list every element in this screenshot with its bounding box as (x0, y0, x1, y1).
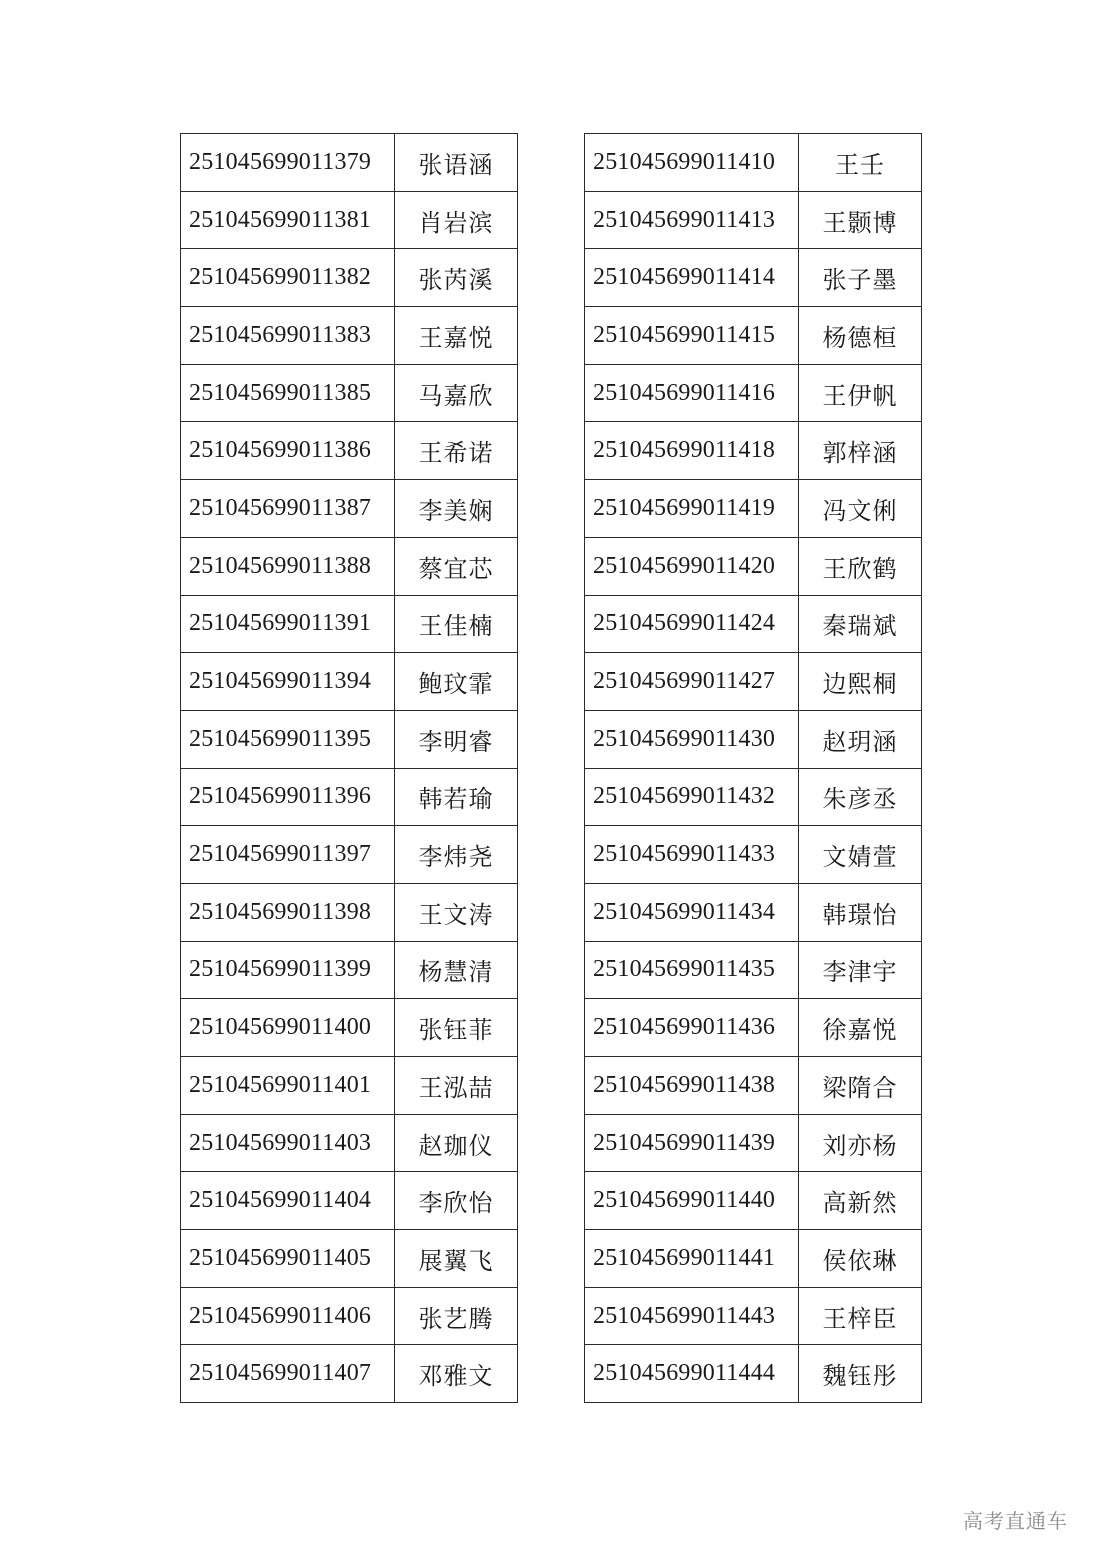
candidate-id-cell: 251045699011434 (585, 883, 799, 941)
candidate-id-cell: 251045699011379 (181, 134, 395, 192)
candidate-id-cell: 251045699011418 (585, 422, 799, 480)
candidate-id-cell: 251045699011401 (181, 1057, 395, 1115)
roster-table-left-body (181, 134, 518, 1403)
candidate-id-cell: 251045699011405 (181, 1230, 395, 1288)
candidate-id-cell: 251045699011394 (181, 653, 395, 711)
candidate-id-cell: 251045699011432 (585, 768, 799, 826)
candidate-name-cell: 韩璟怡 (799, 883, 922, 941)
candidate-id-cell: 251045699011382 (181, 249, 395, 307)
candidate-name-cell: 张艺腾 (395, 1287, 518, 1345)
candidate-name-cell: 张子墨 (799, 249, 922, 307)
candidate-name-cell: 王颢博 (799, 191, 922, 249)
table-row (181, 134, 518, 192)
table-row (585, 1172, 922, 1230)
candidate-id-cell: 251045699011404 (181, 1172, 395, 1230)
candidate-name-cell: 高新然 (799, 1172, 922, 1230)
candidate-name-cell: 郭梓涵 (799, 422, 922, 480)
candidate-id-cell: 251045699011387 (181, 480, 395, 538)
table-row (585, 1114, 922, 1172)
table-row (585, 364, 922, 422)
candidate-name-cell: 王伊帆 (799, 364, 922, 422)
candidate-id-cell: 251045699011440 (585, 1172, 799, 1230)
table-row (181, 941, 518, 999)
candidate-id-cell: 251045699011439 (585, 1114, 799, 1172)
table-row (181, 364, 518, 422)
table-row (181, 537, 518, 595)
table-row (181, 710, 518, 768)
candidate-id-cell: 251045699011395 (181, 710, 395, 768)
candidate-name-cell: 李炜尧 (395, 826, 518, 884)
roster-table-right-body (585, 134, 922, 1403)
table-row (181, 999, 518, 1057)
candidate-name-cell: 杨慧清 (395, 941, 518, 999)
candidate-id-cell: 251045699011410 (585, 134, 799, 192)
candidate-name-cell: 王文涛 (395, 883, 518, 941)
candidate-name-cell: 李津宇 (799, 941, 922, 999)
candidate-name-cell: 梁隋合 (799, 1057, 922, 1115)
table-row (585, 883, 922, 941)
table-row (585, 1057, 922, 1115)
table-row (181, 595, 518, 653)
table-row (181, 653, 518, 711)
candidate-id-cell: 251045699011443 (585, 1287, 799, 1345)
table-row (181, 768, 518, 826)
candidate-id-cell: 251045699011398 (181, 883, 395, 941)
candidate-id-cell: 251045699011436 (585, 999, 799, 1057)
candidate-id-cell: 251045699011438 (585, 1057, 799, 1115)
table-row (585, 941, 922, 999)
candidate-id-cell: 251045699011441 (585, 1230, 799, 1288)
table-row (181, 1057, 518, 1115)
table-row (181, 826, 518, 884)
table-row (585, 595, 922, 653)
candidate-id-cell: 251045699011433 (585, 826, 799, 884)
candidate-name-cell: 秦瑞斌 (799, 595, 922, 653)
candidate-name-cell: 肖岩滨 (395, 191, 518, 249)
table-row (585, 710, 922, 768)
candidate-name-cell: 王希诺 (395, 422, 518, 480)
candidate-id-cell: 251045699011415 (585, 307, 799, 365)
candidate-id-cell: 251045699011416 (585, 364, 799, 422)
candidate-id-cell: 251045699011381 (181, 191, 395, 249)
candidate-name-cell: 赵玥涵 (799, 710, 922, 768)
table-row (585, 537, 922, 595)
candidate-id-cell: 251045699011406 (181, 1287, 395, 1345)
candidate-id-cell: 251045699011420 (585, 537, 799, 595)
candidate-name-cell: 邓雅文 (395, 1345, 518, 1403)
candidate-id-cell: 251045699011407 (181, 1345, 395, 1403)
candidate-name-cell: 冯文俐 (799, 480, 922, 538)
candidate-name-cell: 王佳楠 (395, 595, 518, 653)
candidate-id-cell: 251045699011386 (181, 422, 395, 480)
candidate-name-cell: 张芮溪 (395, 249, 518, 307)
candidate-name-cell: 王泓喆 (395, 1057, 518, 1115)
candidate-id-cell: 251045699011413 (585, 191, 799, 249)
candidate-id-cell: 251045699011414 (585, 249, 799, 307)
table-row (585, 826, 922, 884)
candidate-id-cell: 251045699011424 (585, 595, 799, 653)
candidate-id-cell: 251045699011403 (181, 1114, 395, 1172)
candidate-name-cell: 文婧萱 (799, 826, 922, 884)
table-row (181, 1287, 518, 1345)
candidate-id-cell: 251045699011430 (585, 710, 799, 768)
candidate-name-cell: 赵珈仪 (395, 1114, 518, 1172)
table-row (585, 1287, 922, 1345)
candidate-id-cell: 251045699011388 (181, 537, 395, 595)
candidate-id-cell: 251045699011396 (181, 768, 395, 826)
candidate-id-cell: 251045699011391 (181, 595, 395, 653)
candidate-name-cell: 韩若瑜 (395, 768, 518, 826)
candidate-id-cell: 251045699011444 (585, 1345, 799, 1403)
candidate-name-cell: 杨德桓 (799, 307, 922, 365)
candidate-name-cell: 朱彦丞 (799, 768, 922, 826)
table-row (585, 422, 922, 480)
candidate-name-cell: 刘亦杨 (799, 1114, 922, 1172)
table-row (181, 422, 518, 480)
candidate-name-cell: 王壬 (799, 134, 922, 192)
candidate-name-cell: 鲍玟霏 (395, 653, 518, 711)
table-row (585, 480, 922, 538)
candidate-id-cell: 251045699011385 (181, 364, 395, 422)
candidate-name-cell: 魏钰彤 (799, 1345, 922, 1403)
candidate-id-cell: 251045699011399 (181, 941, 395, 999)
table-row (181, 883, 518, 941)
candidate-id-cell: 251045699011383 (181, 307, 395, 365)
candidate-id-cell: 251045699011427 (585, 653, 799, 711)
candidate-id-cell: 251045699011400 (181, 999, 395, 1057)
table-row (181, 191, 518, 249)
table-row (181, 1345, 518, 1403)
candidate-name-cell: 张语涵 (395, 134, 518, 192)
table-row (585, 653, 922, 711)
candidate-name-cell: 张钰菲 (395, 999, 518, 1057)
table-row (585, 1230, 922, 1288)
candidate-name-cell: 边熙桐 (799, 653, 922, 711)
table-row (181, 1230, 518, 1288)
candidate-name-cell: 李美娴 (395, 480, 518, 538)
candidate-name-cell: 王嘉悦 (395, 307, 518, 365)
table-row (181, 307, 518, 365)
table-row (181, 480, 518, 538)
table-row (585, 307, 922, 365)
roster-table-left (180, 133, 518, 1403)
watermark-text: 高考直通车 (963, 1509, 1068, 1533)
table-row (585, 134, 922, 192)
table-row (181, 1114, 518, 1172)
candidate-name-cell: 侯依琳 (799, 1230, 922, 1288)
candidate-name-cell: 李明睿 (395, 710, 518, 768)
table-row (181, 1172, 518, 1230)
candidate-id-cell: 251045699011419 (585, 480, 799, 538)
table-row (585, 191, 922, 249)
candidate-name-cell: 马嘉欣 (395, 364, 518, 422)
table-row (585, 999, 922, 1057)
candidate-name-cell: 李欣怡 (395, 1172, 518, 1230)
candidate-name-cell: 徐嘉悦 (799, 999, 922, 1057)
table-row (585, 1345, 922, 1403)
table-row (181, 249, 518, 307)
candidate-name-cell: 展翼飞 (395, 1230, 518, 1288)
candidate-name-cell: 王欣鹤 (799, 537, 922, 595)
candidate-id-cell: 251045699011435 (585, 941, 799, 999)
roster-table-right (584, 133, 922, 1403)
candidate-name-cell: 王梓臣 (799, 1287, 922, 1345)
candidate-name-cell: 蔡宜芯 (395, 537, 518, 595)
table-row (585, 249, 922, 307)
candidate-id-cell: 251045699011397 (181, 826, 395, 884)
table-row (585, 768, 922, 826)
